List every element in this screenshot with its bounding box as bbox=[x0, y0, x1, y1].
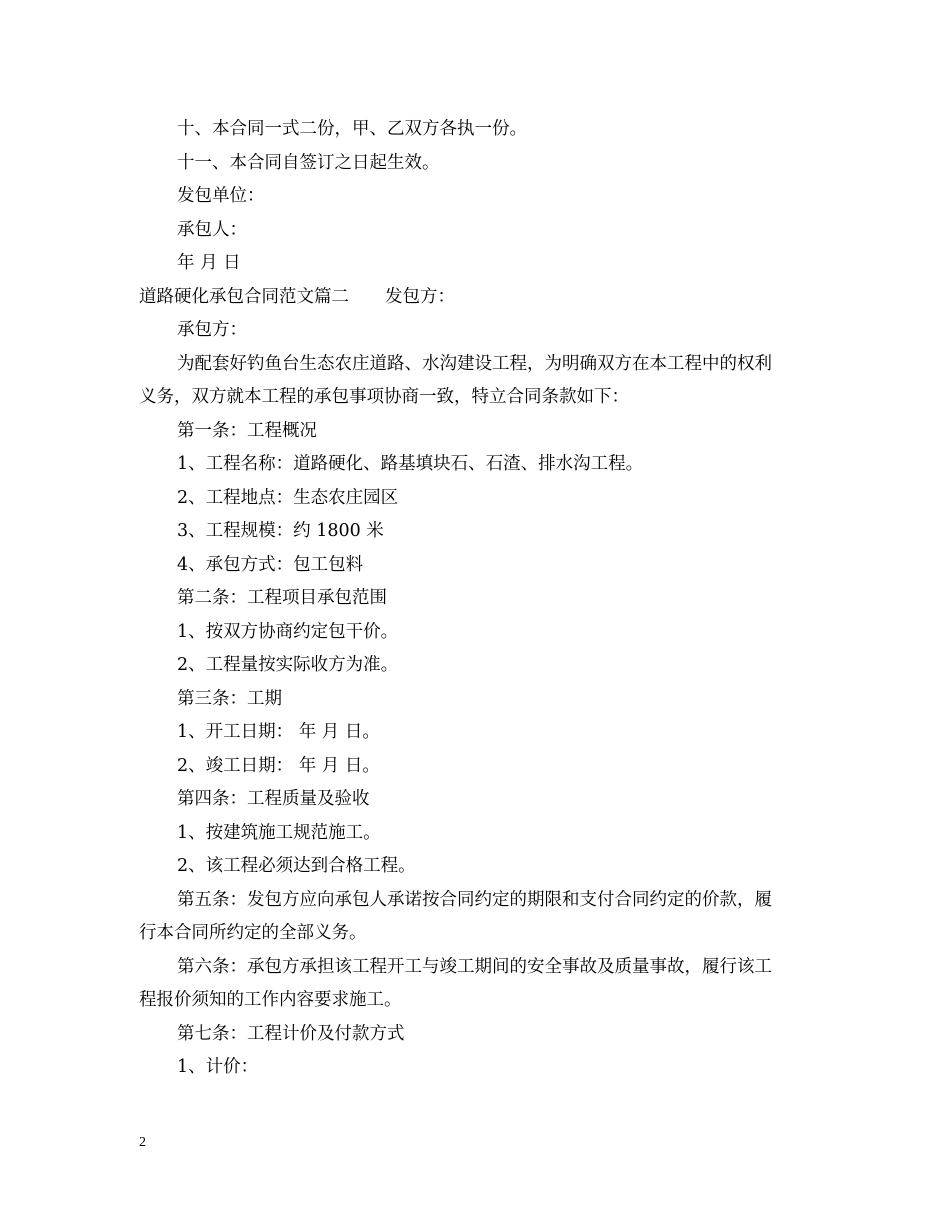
article-5-line-2: 行本合同所约定的全部义务。 bbox=[139, 923, 367, 943]
article-7-heading: 第七条：工程计价及付款方式 bbox=[177, 1023, 405, 1044]
article-5-line-1: 第五条：发包方应向承包人承诺按合同约定的期限和支付合同约定的价款，履 bbox=[177, 889, 772, 910]
clause-copies: 十、本合同一式二份，甲、乙双方各执一份。 bbox=[177, 119, 527, 139]
section-title-line bbox=[139, 281, 815, 315]
employer-unit-label: 发包单位： bbox=[177, 186, 265, 206]
employer-label: 发包方： bbox=[385, 286, 455, 307]
article-3-heading: 第三条：工期 bbox=[177, 688, 282, 709]
article-6-line-1: 第六条：承包方承担该工程开工与竣工期间的安全事故及质量事故，履行该工 bbox=[177, 956, 772, 977]
article-1-item-3: 3、工程规模：约 1800 米 bbox=[177, 521, 384, 541]
article-1-item-1: 1、工程名称：道路硬化、路基填块石、石渣、排水沟工程。 bbox=[177, 454, 644, 474]
article-2-item-1: 1、按双方协商约定包干价。 bbox=[177, 621, 399, 642]
article-1-item-2: 2、工程地点：生态农庄园区 bbox=[177, 487, 399, 508]
article-4-item-2: 2、该工程必须达到合格工程。 bbox=[177, 856, 416, 876]
contractor-party-label: 承包方： bbox=[177, 320, 247, 340]
article-4-heading: 第四条：工程质量及验收 bbox=[177, 789, 370, 809]
article-1-heading: 第一条：工程概况 bbox=[177, 420, 317, 441]
article-1-item-4: 4、承包方式：包工包料 bbox=[177, 554, 364, 575]
contractor-label: 承包人： bbox=[177, 219, 247, 240]
preamble-line-2: 义务，双方就本工程的承包事项协商一致，特立合同条款如下： bbox=[139, 387, 629, 407]
article-3-completion-date: 2、竣工日期： 年 月 日。 bbox=[177, 755, 380, 776]
preamble-line-1: 为配套好钓鱼台生态农庄道路、水沟建设工程，为明确双方在本工程中的权利 bbox=[177, 353, 772, 374]
article-7-item-1: 1、计价： bbox=[177, 1057, 259, 1077]
article-2-heading: 第二条：工程项目承包范围 bbox=[177, 588, 387, 608]
article-3-start-date: 1、开工日期： 年 月 日。 bbox=[177, 722, 380, 742]
date-line: 年 月 日 bbox=[177, 253, 241, 273]
document-body bbox=[139, 113, 815, 1085]
article-2-item-2: 2、工程量按实际收方为准。 bbox=[177, 655, 399, 675]
page-number: 2 bbox=[139, 1135, 146, 1150]
article-4-item-1: 1、按建筑施工规范施工。 bbox=[177, 822, 381, 843]
clause-effective: 十一、本合同自签订之日起生效。 bbox=[177, 152, 440, 173]
article-6-line-2: 程报价须知的工作内容要求施工。 bbox=[139, 990, 402, 1010]
document-title: 道路硬化承包合同范文篇二 bbox=[139, 286, 349, 307]
